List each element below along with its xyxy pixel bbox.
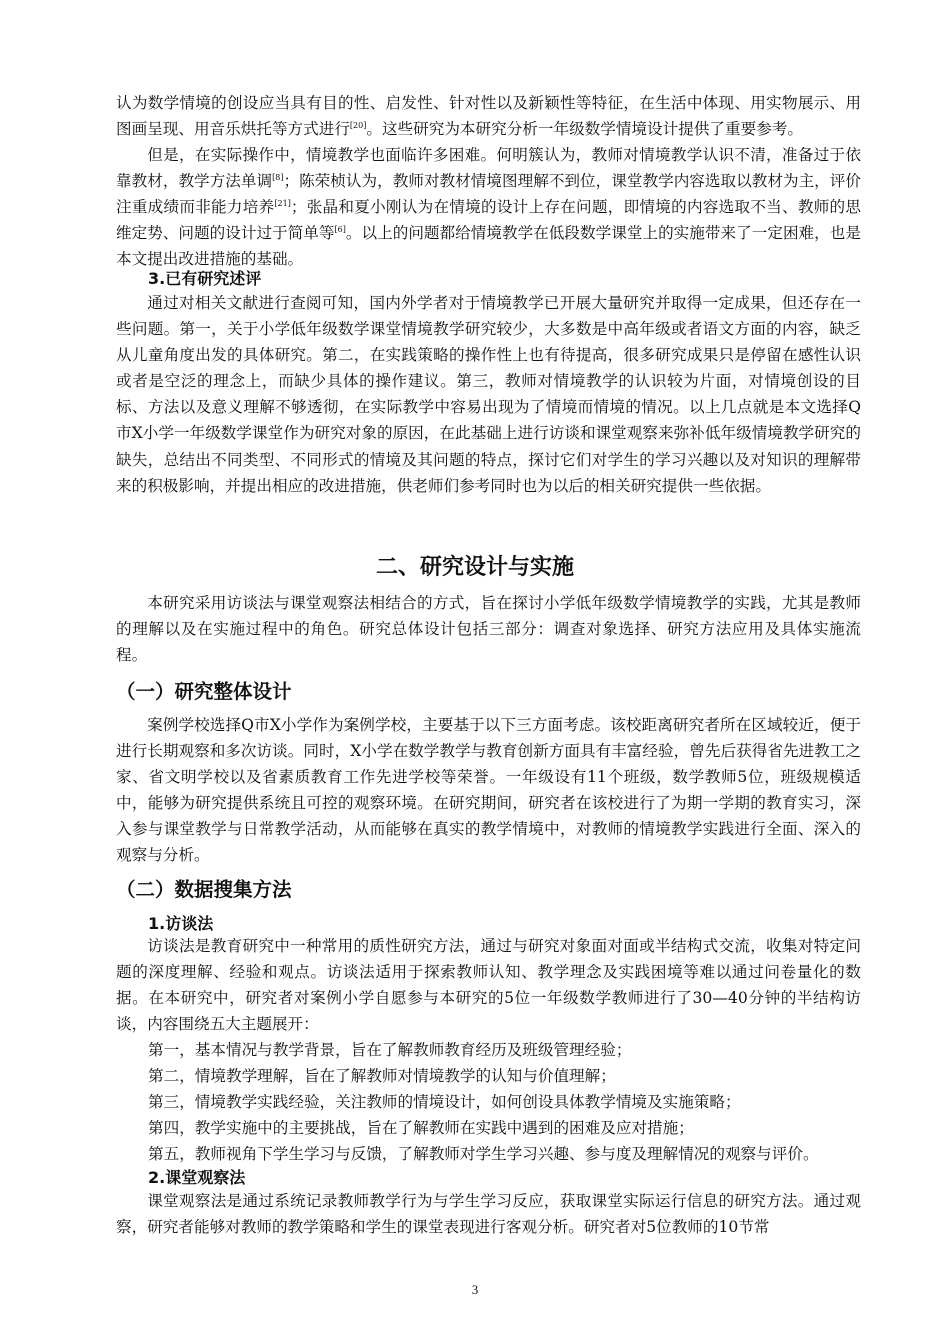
paragraph-review: 通过对相关文献进行查阅可知，国内外学者对于情境教学已开展大量研究并取得一定成果，但还存在一些问题。第一，关于小学低年级数学课堂情境教学研究较少，大多数是中高年级或者语文方面的内容，缺乏从儿童角度出发的具体研究。第二，在实践策略的操作性上也有待提高，很多研究成果只是停留在感性认识或者是空泛的理念上，而缺少具体的操作建议。第三，教师对情境教学的认识较为片面，对情境创设的目标、方法以及意义理解不够透彻，在实际教学中容易出现为了情境而情境的情况。以上几点就是本文选择Q市X小学一年级数学课堂作为研究对象的原因，在此基础上进行访谈和课堂观察来弥补低年级情境教学研究的缺失，总结出不同类型、不同形式的情境及其问题的特点，探讨它们对学生的学习兴趣以及对知识的理解带来的积极影响，并提出相应的改进措施，供老师们参考同时也为以后的相关研究提供一些依据。	[116, 294, 861, 495]
heading-data-collection: （二）数据搜集方法	[116, 878, 292, 901]
section-title: 二、研究设计与实施	[375, 555, 574, 580]
paragraph-case-school: 案例学校选择Q市X小学作为案例学校，主要基于以下三方面考虑。该校距离研究者所在区域较近，便于进行长期观察和多次访谈。同时，X小学在数学教学与教育创新方面具有丰富经验，曾先后获得省先进教工之家、省文明学校以及省素质教育工作先进学校等荣誉。一年级设有11个班级，数学教师5位，班级规模适中，能够为研究提供系统且可控的观察环境。在研究期间，研究者在该校进行了为期一学期的教育实习，深入参与课堂教学与日常教学活动，从而能够在真实的教学情境中，对教师的情境教学实践进行全面、深入的观察与分析。	[116, 716, 861, 865]
interview-topic-5: 第五，教师视角下学生学习与反馈，了解教师对学生学习兴趣、参与度及理解情况的观察与评价。	[148, 1145, 819, 1163]
paragraph-research-design: 本研究采用访谈法与课堂观察法相结合的方式，旨在探讨小学低年级数学情境教学的实践，尤其是教师的理解以及在实施过程中的角色。研究总体设计包括三部分：调查对象选择、研究方法应用及具体实施流程。	[116, 594, 861, 665]
interview-topic-2: 第二，情境教学理解，旨在了解教师对情境教学的认知与价值理解；	[148, 1067, 616, 1085]
subheading-interview: 1.访谈法	[148, 914, 214, 933]
subheading-observation: 2.课堂观察法	[148, 1168, 246, 1187]
citation-8: [8]	[272, 172, 284, 182]
page-number: 3	[471, 1282, 479, 1297]
paragraph-observation: 课堂观察法是通过系统记录教师教学行为与学生学习反应，获取课堂实际运行信息的研究方法。通过观察，研究者能够对教师的教学策略和学生的课堂表现进行客观分析。研究者对5位教师的10节常	[116, 1192, 861, 1237]
interview-topic-3: 第三，情境教学实践经验，关注教师的情境设计，如何创设具体教学情境及实施策略；	[148, 1093, 741, 1111]
heading-overall-design: （一）研究整体设计	[116, 680, 292, 703]
paragraph-difficulties: 但是，在实际操作中，情境教学也面临许多困难。何明簇认为，教师对情境教学认识不清，准备过于依靠教材，教学方法单调[8]；陈荣桢认为，教师对教材情境图理解不到位，课堂教学内容选取以教材为主，评价注重成绩而非能力培养[21]；张晶和夏小刚认为在情境的设计上存在问题，即情境的内容选取不当、教师的思维定势、问题的设计过于简单等[6]。以上的问题都给情境教学在低段数学课堂上的实施带来了一定困难，也是本文提出改进措施的基础。	[116, 146, 861, 269]
citation-20: [20]	[349, 120, 367, 130]
citation-21: [21]	[274, 199, 291, 208]
interview-topic-4: 第四，教学实施中的主要挑战，旨在了解教师在实践中遇到的困难及应对措施；	[148, 1119, 694, 1137]
subheading-literature-review: 3.已有研究述评	[148, 269, 262, 288]
paragraph-interview: 访谈法是教育研究中一种常用的质性研究方法，通过与研究对象面对面或半结构式交流，收集对特定问题的深度理解、经验和观点。访谈法适用于探索教师认知、教学理念及实践困境等难以通过问卷量化的数据。在本研究中，研究者对案例小学自愿参与本研究的5位一年级数学教师进行了30—40分钟的半结构访谈，内容围绕五大主题展开：	[116, 937, 861, 1034]
paragraph-situation-features: 认为数学情境的创设应当具有目的性、启发性、针对性以及新颖性等特征，在生活中体现、用实物展示、用图画呈现、用音乐烘托等方式进行[20]。这些研究为本研究分析一年级数学情境设计提供了重要参考。	[116, 94, 861, 139]
citation-6: [6]	[334, 225, 346, 235]
interview-topic-1: 第一，基本情况与教学背景，旨在了解教师教育经历及班级管理经验；	[148, 1041, 632, 1059]
